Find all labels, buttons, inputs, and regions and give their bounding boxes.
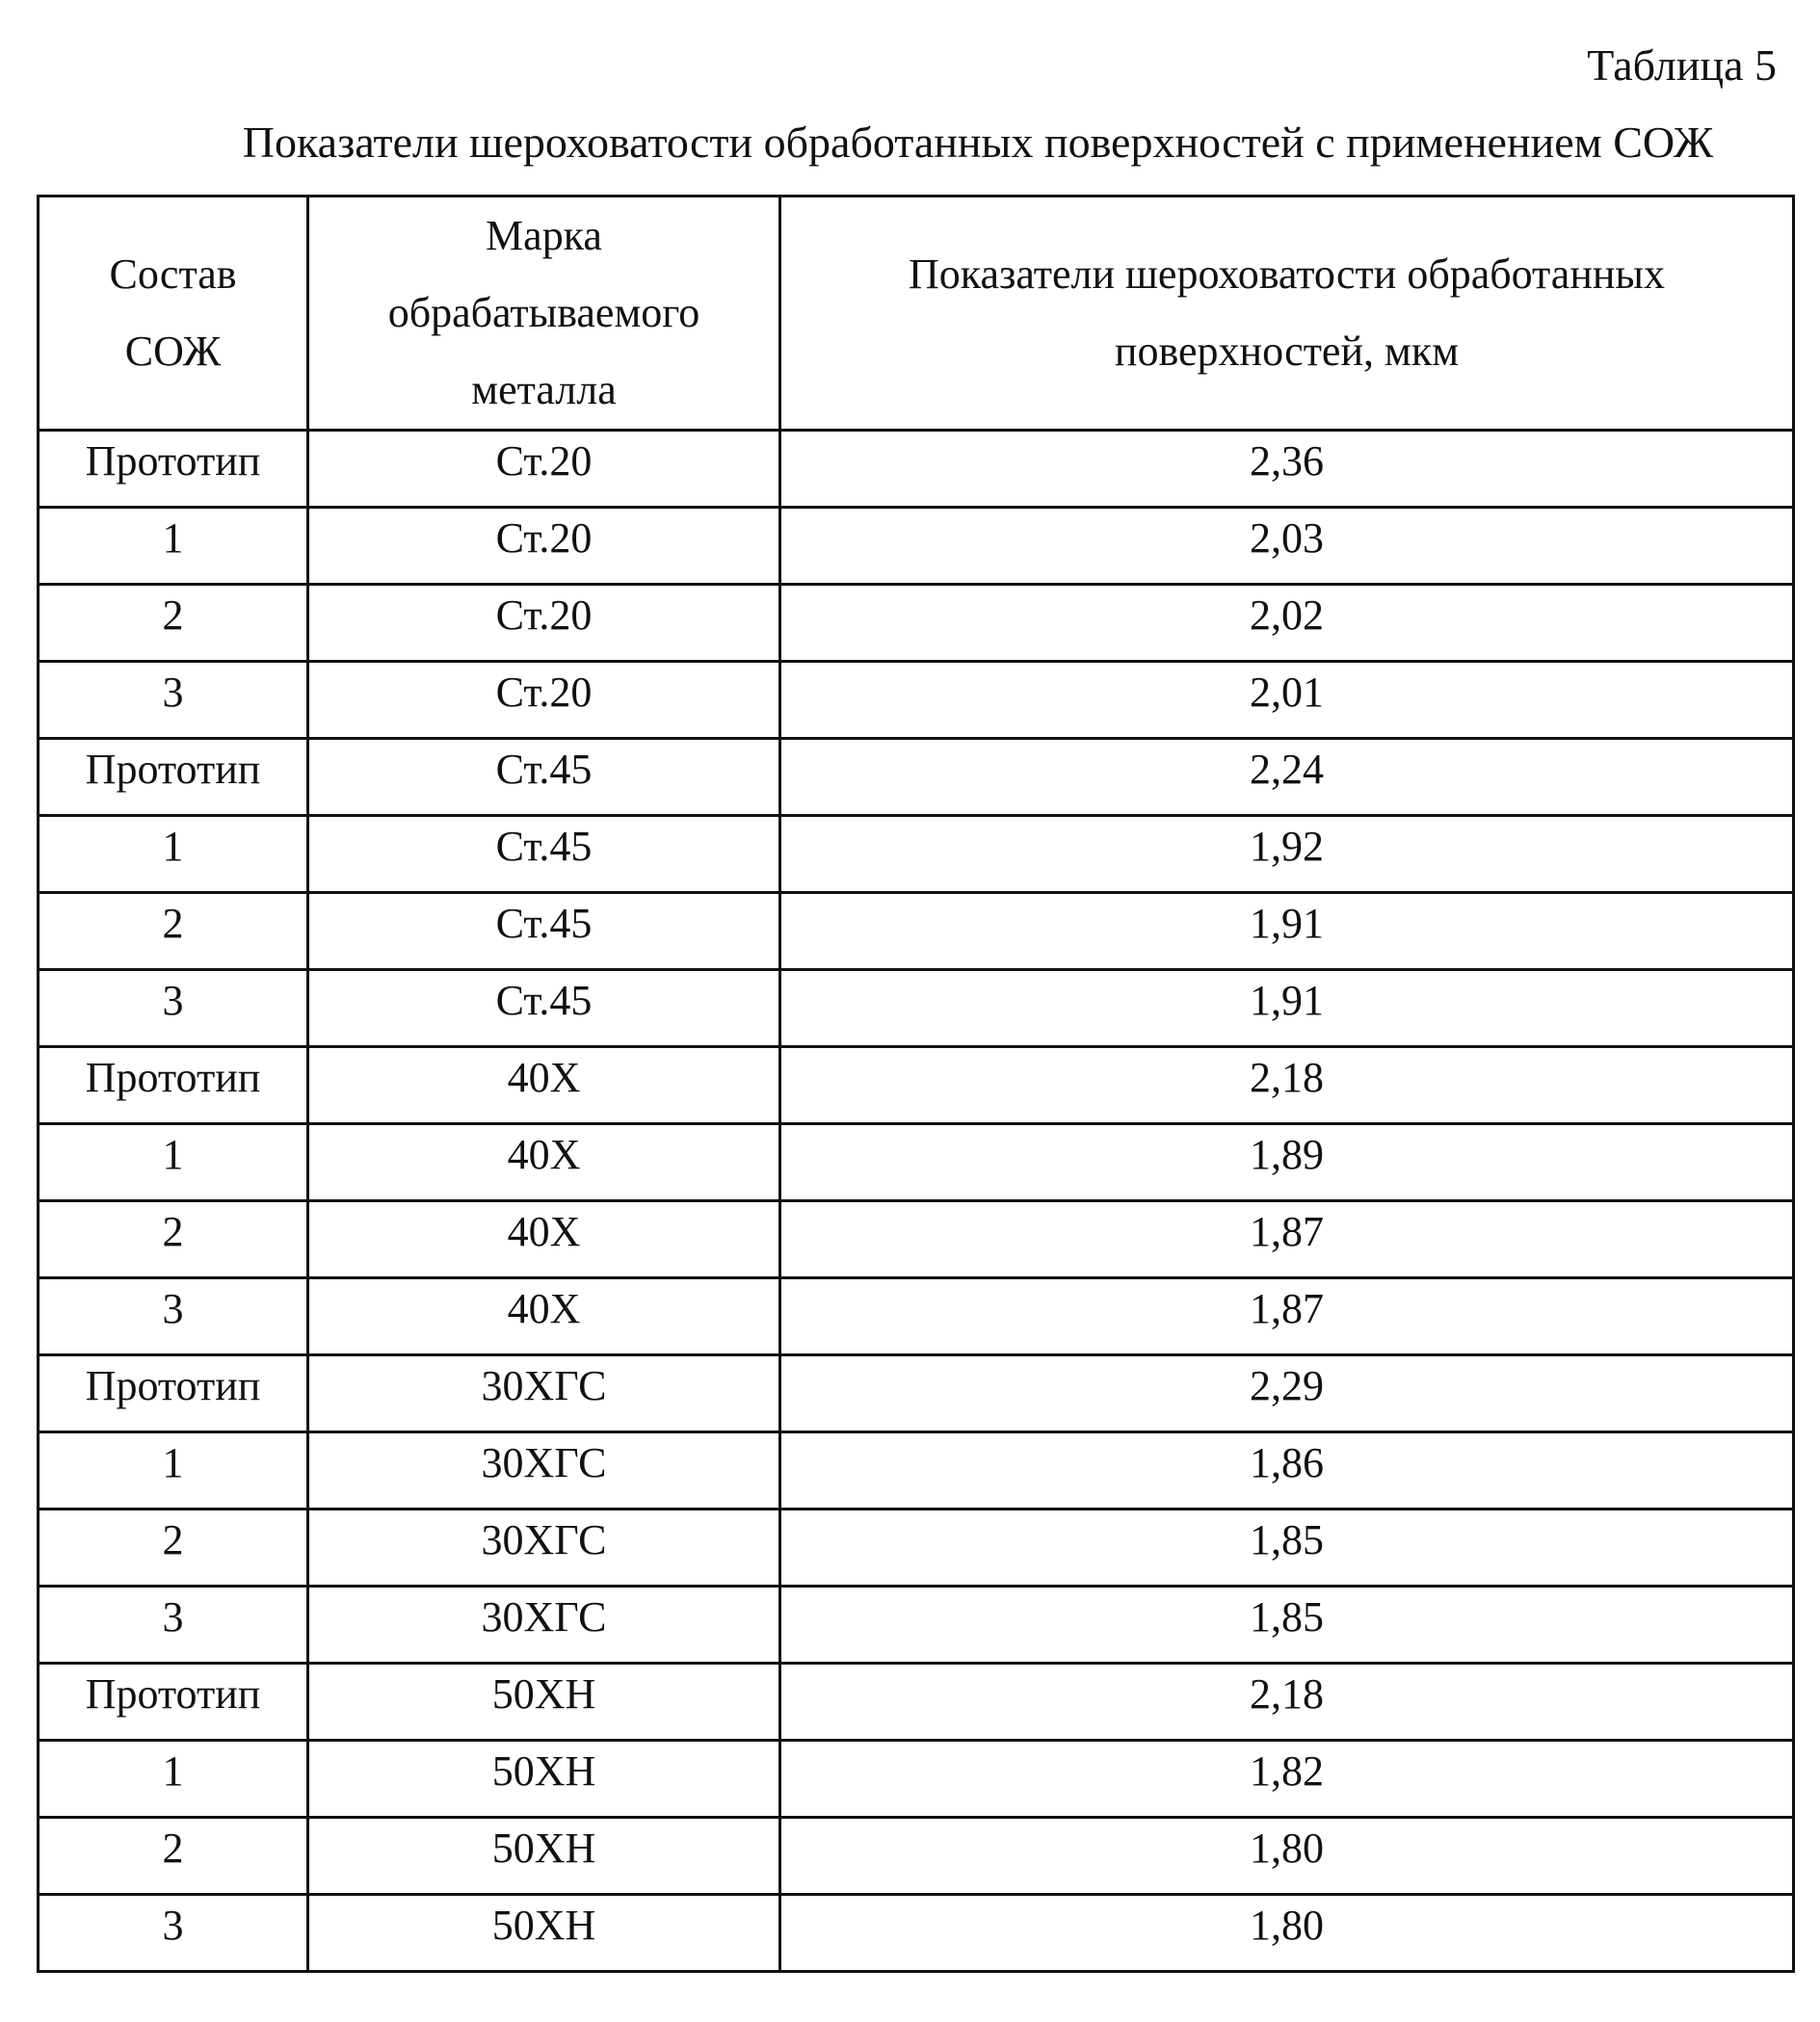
cell-grade: Ст.45 [308, 816, 780, 893]
cell-roughness: 1,91 [780, 893, 1794, 970]
cell-roughness: 2,18 [780, 1664, 1794, 1741]
header-roughness [780, 197, 1794, 431]
table-row [39, 508, 1794, 585]
cell-roughness: 2,02 [780, 585, 1794, 662]
table-row [39, 1818, 1794, 1895]
table-row [39, 1201, 1794, 1278]
table-row [39, 1895, 1794, 1972]
cell-composition: 3 [39, 1895, 308, 1972]
header-composition-line: Состав [109, 250, 237, 298]
table-caption: Показатели шероховатости обработанных поверхностей с применением СОЖ [242, 118, 1714, 167]
cell-composition: Прототип [39, 1664, 308, 1741]
cell-composition: 2 [39, 1201, 308, 1278]
cell-composition: 3 [39, 1587, 308, 1664]
header-grade-line: металла [471, 366, 617, 413]
cell-composition: Прототип [39, 1355, 308, 1432]
table-number-label: Таблица 5 [1587, 40, 1777, 90]
cell-roughness: 1,86 [780, 1432, 1794, 1510]
table-row [39, 1587, 1794, 1664]
cell-composition: 3 [39, 1278, 308, 1355]
cell-composition: 1 [39, 816, 308, 893]
cell-roughness: 1,87 [780, 1201, 1794, 1278]
header-roughness-line: Показатели шероховатости обработанных [909, 250, 1665, 298]
cell-composition: 2 [39, 585, 308, 662]
cell-composition: 2 [39, 1510, 308, 1587]
cell-composition: 1 [39, 1432, 308, 1510]
table-row [39, 585, 1794, 662]
table-row [39, 816, 1794, 893]
cell-grade: 50ХН [308, 1664, 780, 1741]
cell-roughness: 1,92 [780, 816, 1794, 893]
cell-composition: Прототип [39, 739, 308, 816]
cell-composition: 3 [39, 662, 308, 739]
cell-composition: 2 [39, 1818, 308, 1895]
cell-grade: 30ХГС [308, 1355, 780, 1432]
header-composition-line: СОЖ [124, 328, 222, 375]
cell-roughness: 1,80 [780, 1818, 1794, 1895]
header-row [39, 197, 1794, 431]
cell-composition: Прототип [39, 1047, 308, 1124]
cell-roughness: 1,87 [780, 1278, 1794, 1355]
cell-grade: Ст.45 [308, 893, 780, 970]
table-row [39, 662, 1794, 739]
cell-grade: 30ХГС [308, 1432, 780, 1510]
cell-composition: 3 [39, 970, 308, 1047]
cell-composition: 1 [39, 508, 308, 585]
cell-grade: 40Х [308, 1278, 780, 1355]
header-grade-line: Марка [486, 212, 602, 259]
roughness-table [37, 195, 1795, 1973]
cell-composition: Прототип [39, 431, 308, 508]
table-row [39, 1278, 1794, 1355]
cell-roughness: 2,18 [780, 1047, 1794, 1124]
cell-grade: 30ХГС [308, 1587, 780, 1664]
cell-roughness: 1,89 [780, 1124, 1794, 1201]
table-row [39, 970, 1794, 1047]
table-row [39, 1432, 1794, 1510]
table-row [39, 1741, 1794, 1818]
table-row [39, 1047, 1794, 1124]
table-row [39, 1124, 1794, 1201]
cell-roughness: 1,82 [780, 1741, 1794, 1818]
header-composition [39, 197, 308, 431]
cell-composition: 1 [39, 1741, 308, 1818]
cell-grade: Ст.20 [308, 508, 780, 585]
cell-grade: 50ХН [308, 1741, 780, 1818]
cell-roughness: 1,91 [780, 970, 1794, 1047]
cell-grade: Ст.20 [308, 662, 780, 739]
table-row [39, 1664, 1794, 1741]
cell-grade: 40Х [308, 1201, 780, 1278]
cell-grade: Ст.20 [308, 585, 780, 662]
cell-roughness: 2,36 [780, 431, 1794, 508]
table-row [39, 431, 1794, 508]
cell-roughness: 1,80 [780, 1895, 1794, 1972]
cell-composition: 1 [39, 1124, 308, 1201]
cell-roughness: 1,85 [780, 1587, 1794, 1664]
cell-grade: 40Х [308, 1047, 780, 1124]
cell-grade: 50ХН [308, 1895, 780, 1972]
cell-grade: 50ХН [308, 1818, 780, 1895]
cell-composition: 2 [39, 893, 308, 970]
cell-grade: Ст.20 [308, 431, 780, 508]
cell-grade: 40Х [308, 1124, 780, 1201]
cell-grade: Ст.45 [308, 739, 780, 816]
header-roughness-line: поверхностей, мкм [1114, 328, 1460, 375]
table-row [39, 739, 1794, 816]
cell-roughness: 1,85 [780, 1510, 1794, 1587]
cell-grade: 30ХГС [308, 1510, 780, 1587]
header-grade [308, 197, 780, 431]
cell-roughness: 2,24 [780, 739, 1794, 816]
header-grade-line: обрабатываемого [387, 289, 700, 336]
cell-roughness: 2,01 [780, 662, 1794, 739]
cell-grade: Ст.45 [308, 970, 780, 1047]
table-row [39, 893, 1794, 970]
cell-roughness: 2,29 [780, 1355, 1794, 1432]
cell-roughness: 2,03 [780, 508, 1794, 585]
table-row [39, 1510, 1794, 1587]
table-row [39, 1355, 1794, 1432]
